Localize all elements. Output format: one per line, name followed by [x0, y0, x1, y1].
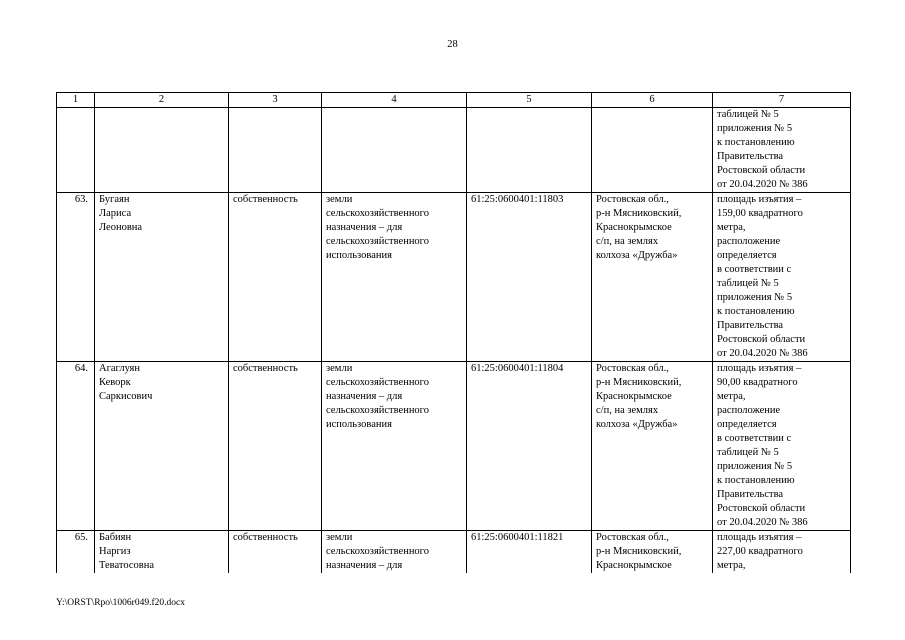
- right-type-cell: собственность: [229, 362, 322, 531]
- column-header: 6: [592, 93, 713, 108]
- file-path-footer: Y:\ORST\Rpo\1006r049.f20.docx: [56, 598, 185, 608]
- column-header: 1: [57, 93, 95, 108]
- table-cell: [229, 108, 322, 193]
- land-category-cell: земли сельскохозяйственного назначения – для сельскохозяйственного использования: [322, 193, 467, 362]
- land-category-cell: земли сельскохозяйственного назначения – для сельскохозяйственного использования: [322, 362, 467, 531]
- column-header: 5: [467, 93, 592, 108]
- table-row: [57, 531, 851, 574]
- column-header: 2: [95, 93, 229, 108]
- cadastral-number-cell: 61:25:0600401:11803: [467, 193, 592, 362]
- location-cell: Ростовская обл., р-н Мясниковский, Краснокрымское: [592, 531, 713, 574]
- column-header: 7: [713, 93, 851, 108]
- note-cell: площадь изъятия – 90,00 квадратного метра, расположение определяется в соответствии с таблицей № 5 приложения № 5 к постановлению Правительства Ростовской области от 20.04.2020 № 386: [713, 362, 851, 531]
- table-cell: [57, 108, 95, 193]
- table-cell: [467, 108, 592, 193]
- column-header: 4: [322, 93, 467, 108]
- cadastral-number-cell: 61:25:0600401:11804: [467, 362, 592, 531]
- table-cell: [592, 108, 713, 193]
- continued-row: [57, 108, 851, 193]
- location-cell: Ростовская обл., р-н Мясниковский, Краснокрымское с/п, на землях колхоза «Дружба»: [592, 362, 713, 531]
- row-number-cell: 65.: [57, 531, 95, 574]
- land-table: [56, 92, 851, 573]
- owner-name-cell: Бугаян Лариса Леоновна: [95, 193, 229, 362]
- column-header-row: [57, 93, 851, 108]
- row-number-cell: 63.: [57, 193, 95, 362]
- page-number: 28: [447, 39, 458, 50]
- land-category-cell: земли сельскохозяйственного назначения – для: [322, 531, 467, 574]
- table-cell: [322, 108, 467, 193]
- continued-note-cell: таблицей № 5 приложения № 5 к постановлению Правительства Ростовской области от 20.04.2020 № 386: [713, 108, 851, 193]
- owner-name-cell: Агаглуян Кеворк Саркисович: [95, 362, 229, 531]
- cadastral-number-cell: 61:25:0600401:11821: [467, 531, 592, 574]
- table-cell: [95, 108, 229, 193]
- row-number-cell: 64.: [57, 362, 95, 531]
- note-cell: площадь изъятия – 159,00 квадратного метра, расположение определяется в соответствии с таблицей № 5 приложения № 5 к постановлению Правительства Ростовской области от 20.04.2020 № 386: [713, 193, 851, 362]
- location-cell: Ростовская обл., р-н Мясниковский, Краснокрымское с/п, на землях колхоза «Дружба»: [592, 193, 713, 362]
- right-type-cell: собственность: [229, 193, 322, 362]
- table-row: [57, 193, 851, 362]
- owner-name-cell: Бабиян Наргиз Теватосовна: [95, 531, 229, 574]
- right-type-cell: собственность: [229, 531, 322, 574]
- table-row: [57, 362, 851, 531]
- column-header: 3: [229, 93, 322, 108]
- note-cell: площадь изъятия – 227,00 квадратного метра,: [713, 531, 851, 574]
